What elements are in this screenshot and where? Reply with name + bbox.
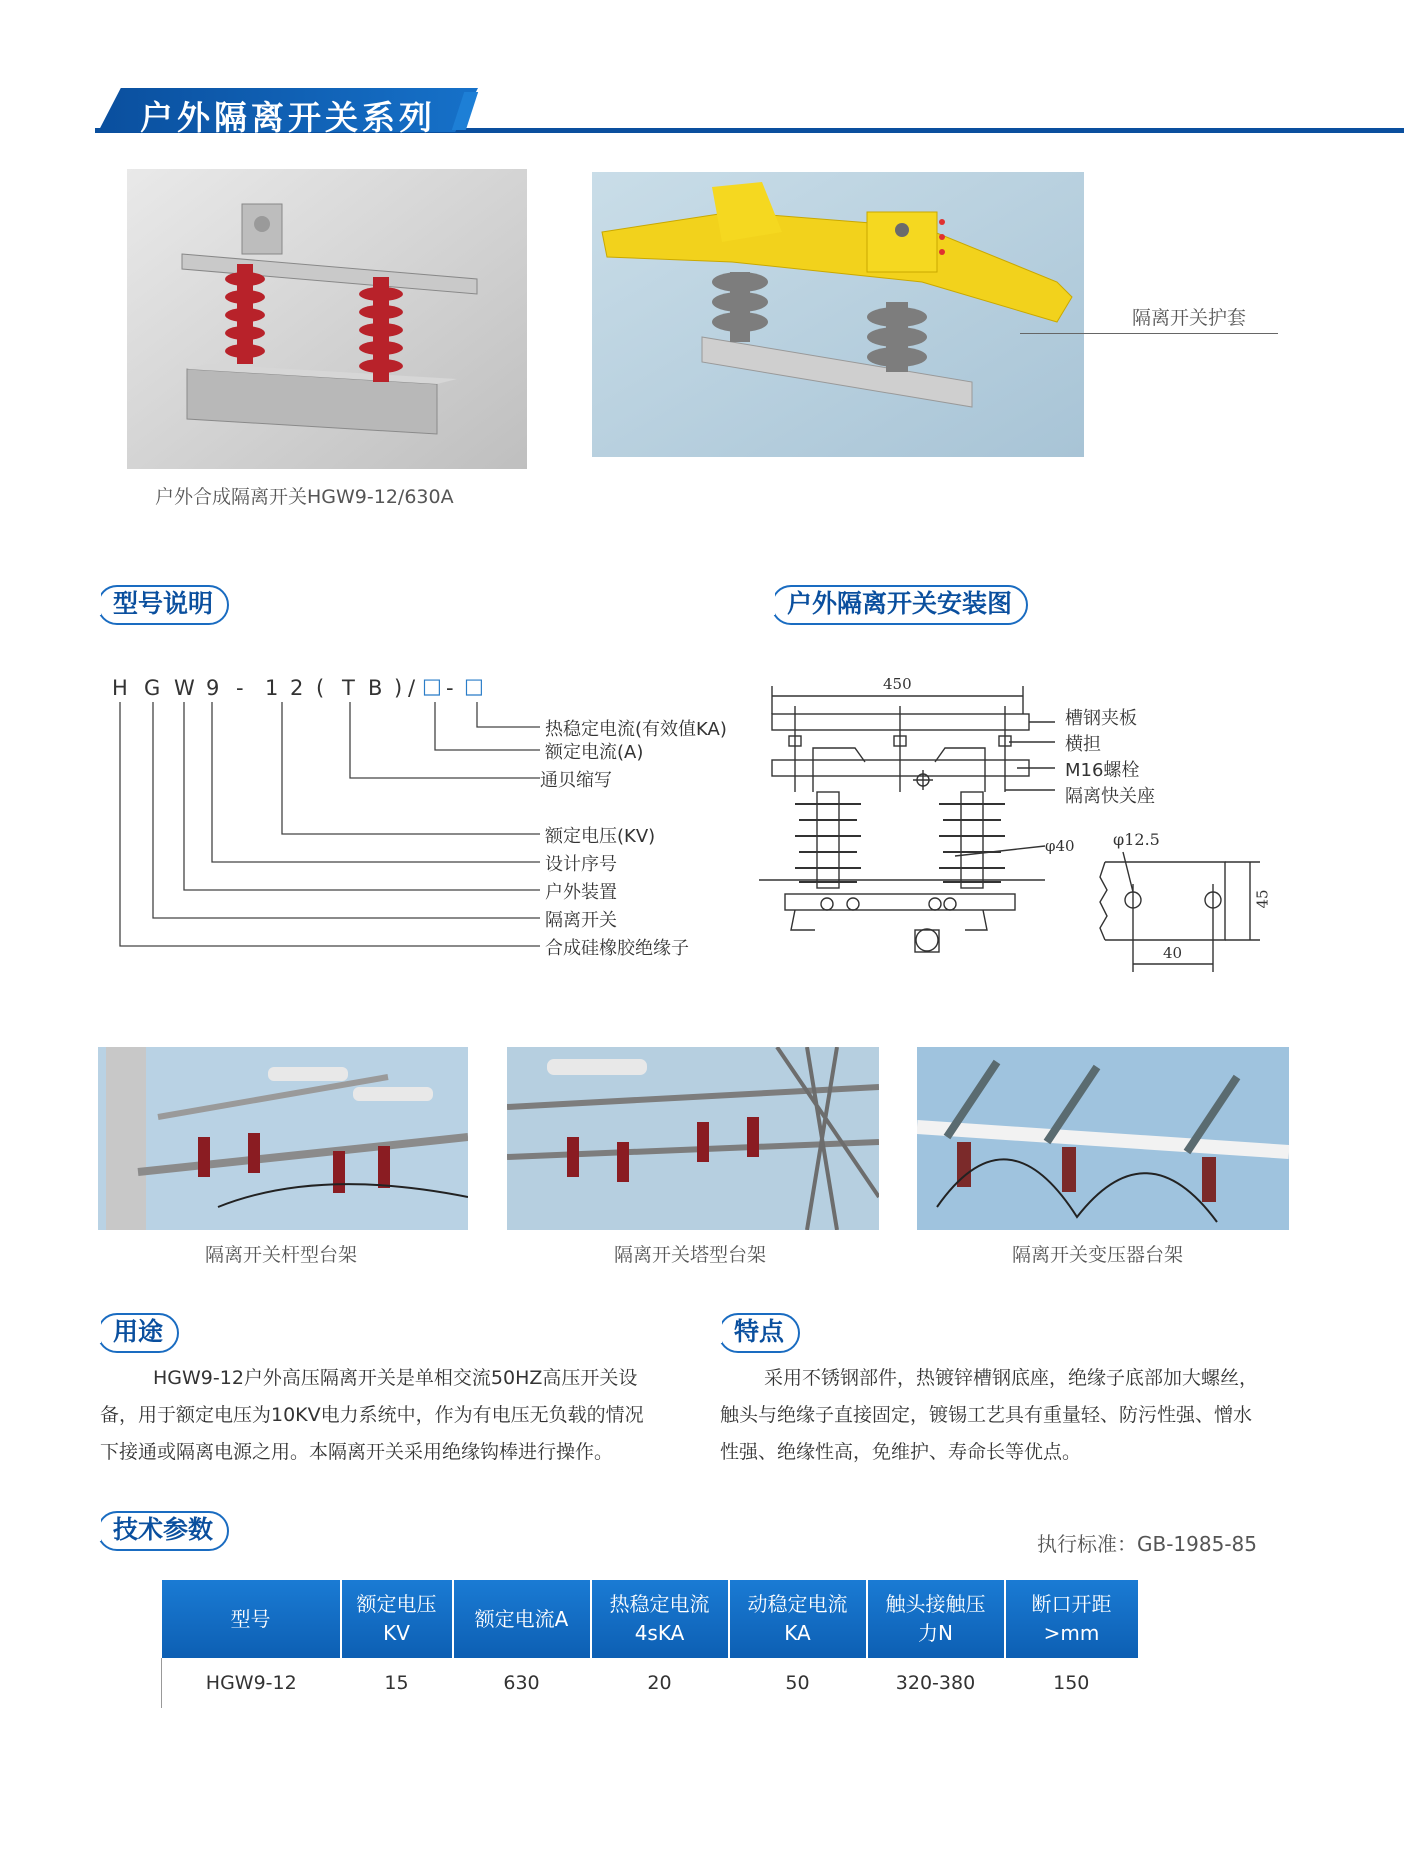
table-cell: 15: [384, 1672, 409, 1694]
features-line: 性强、绝缘性高，免维护、寿命长等优点。: [720, 1441, 1082, 1463]
usage-paragraph: [100, 1360, 690, 1471]
code-letter: □: [464, 674, 484, 698]
install-label: M16螺栓: [1065, 760, 1140, 781]
table-cell: 320-380: [895, 1672, 976, 1694]
spec-table: [161, 1580, 1139, 1708]
code-letter: (: [316, 676, 325, 700]
features-paragraph: [720, 1360, 1320, 1471]
code-letter: 2: [290, 676, 304, 700]
install-label: 隔离快关座: [1065, 786, 1155, 807]
scene-photo-transformer: [917, 1047, 1289, 1230]
table-cell: 150: [1053, 1672, 1090, 1694]
code-desc: 额定电压(KV): [545, 826, 656, 847]
install-label: 槽钢夹板: [1065, 708, 1137, 729]
code-desc: 热稳定电流(有效值KA): [545, 719, 727, 740]
code-letter: B: [368, 676, 383, 700]
model-code-diagram: [110, 672, 800, 972]
code-desc: 户外装置: [545, 882, 617, 903]
section-usage-heading: 用途: [97, 1313, 179, 1353]
table-cell: 20: [647, 1672, 672, 1694]
table-cell: 630: [503, 1672, 540, 1694]
dim-phi40: φ40: [1045, 837, 1075, 855]
code-desc: 设计序号: [545, 854, 617, 875]
spec-header: 额定电压 KV: [341, 1580, 453, 1658]
code-letter: H: [112, 676, 128, 700]
cover-leader-line: [1020, 333, 1278, 334]
dim-45: 45: [1253, 889, 1272, 909]
code-letter: /: [408, 676, 416, 700]
code-desc: 通贝缩写: [540, 770, 612, 791]
standard-note: 执行标准：GB-1985-85: [1037, 1532, 1257, 1556]
spec-table-wrap: [161, 1580, 1139, 1708]
install-label: 横担: [1065, 734, 1101, 755]
section-model-heading: 型号说明: [97, 585, 229, 625]
dim-phi12: φ12.5: [1113, 830, 1160, 849]
install-diagram: [755, 672, 1295, 982]
code-desc: 隔离开关: [545, 910, 617, 931]
code-desc: 额定电流(A): [545, 742, 644, 763]
page-title: 户外隔离开关系列: [140, 98, 436, 137]
features-line: 触头与绝缘子直接固定，镀锡工艺具有重量轻、防污性强、憎水: [720, 1404, 1253, 1426]
code-letter: -: [236, 676, 244, 700]
table-row: [162, 1658, 1139, 1708]
scene-caption-pole: 隔离开关杆型台架: [205, 1244, 358, 1266]
switch-photo: [127, 169, 527, 469]
code-letter: T: [342, 676, 355, 700]
features-line: 采用不锈钢部件，热镀锌槽钢底座，绝缘子底部加大螺丝，: [764, 1367, 1259, 1389]
spec-header: 动稳定电流 KA: [729, 1580, 867, 1658]
table-cell: 50: [785, 1672, 810, 1694]
spec-header: 热稳定电流 4sKA: [591, 1580, 729, 1658]
code-letter: 9: [206, 676, 220, 700]
section-install-heading: 户外隔离开关安装图: [771, 585, 1028, 625]
usage-line: 备，用于额定电压为10KV电力系统中，作为有电压无负载的情况: [100, 1404, 644, 1426]
spec-header: 触头接触压 力N: [867, 1580, 1005, 1658]
scene-photo-pole: [98, 1047, 468, 1230]
code-letter: W: [174, 676, 195, 700]
scene-photo-tower: [507, 1047, 879, 1230]
switch-photo-caption: 户外合成隔离开关HGW9-12/630A: [155, 486, 454, 508]
section-params-heading: 技术参数: [97, 1511, 229, 1551]
cover-photo: [592, 172, 1084, 457]
usage-line: HGW9-12户外高压隔离开关是单相交流50HZ高压开关设: [153, 1367, 638, 1389]
scene-caption-tower: 隔离开关塔型台架: [614, 1244, 767, 1266]
code-letter: ): [394, 676, 403, 700]
cover-label: 隔离开关护套: [1132, 307, 1247, 329]
spec-header: 额定电流A: [453, 1580, 591, 1658]
dim-450: 450: [883, 675, 912, 693]
dim-40: 40: [1163, 944, 1183, 962]
code-letter: 1: [265, 676, 279, 700]
spec-header: 断口开距 >mm: [1005, 1580, 1139, 1658]
section-features-heading: 特点: [718, 1313, 800, 1353]
usage-line: 下接通或隔离电源之用。本隔离开关采用绝缘钩棒进行操作。: [100, 1441, 614, 1463]
code-desc: 合成硅橡胶绝缘子: [545, 938, 689, 959]
scene-caption-transformer: 隔离开关变压器台架: [1012, 1244, 1184, 1266]
spec-table-header-row: [162, 1580, 1139, 1658]
code-letter: G: [144, 676, 161, 700]
code-letter: □: [422, 674, 442, 698]
spec-header: 型号: [162, 1580, 341, 1658]
table-cell: HGW9-12: [162, 1658, 341, 1708]
code-letter: -: [446, 676, 454, 700]
